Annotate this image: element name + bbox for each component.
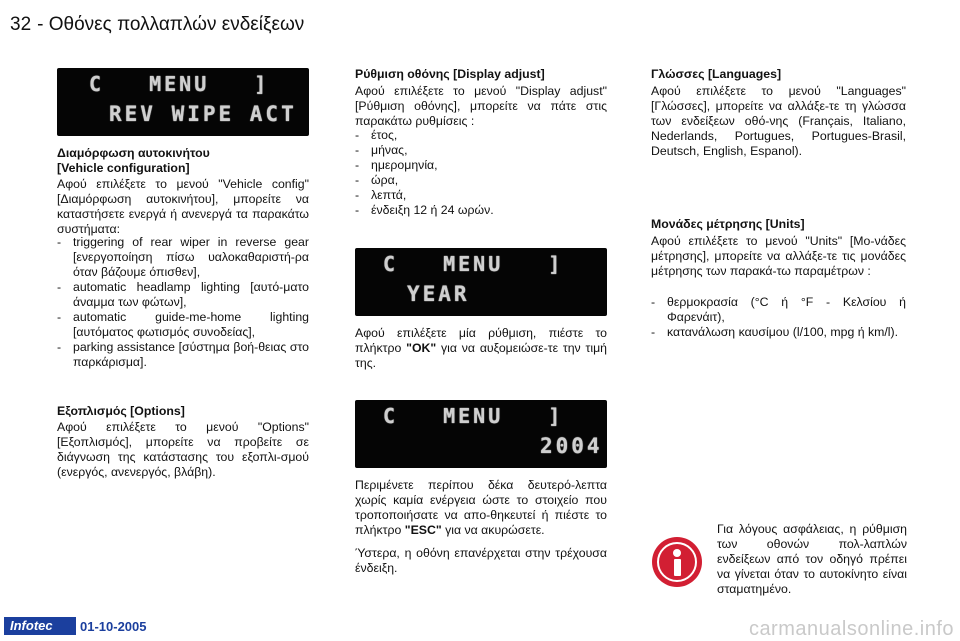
list-item: - έτος,: [355, 128, 607, 143]
languages-heading: Γλώσσες [Languages]: [651, 67, 782, 81]
options-heading: Εξοπλισμός [Options]: [57, 404, 185, 418]
list-item: - parking assistance [σύστημα βοή-θειας στο παρκάρισμα].: [57, 340, 309, 370]
list-item: - μήνας,: [355, 143, 607, 158]
units-list: [651, 295, 906, 340]
esc-key: "ESC": [404, 523, 442, 537]
list-item: - automatic headlamp lighting [αυτό-ματο άναμμα των φώτων],: [57, 280, 309, 310]
lcd-year-line1: C MENU ]: [383, 252, 564, 276]
page-title: Οθόνες πολλαπλών ενδείξεων: [48, 14, 305, 35]
list-item: - triggering of rear wiper in reverse gear [ενεργοποίηση πίσω υαλοκαθαριστή-ρα όταν βάζουμε όπισθεν],: [57, 235, 309, 280]
display-heading: Ρύθμιση οθόνης [Display adjust]: [355, 67, 545, 81]
vehicle-text: Αφού επιλέξετε το μενού "Vehicle config" [Διαμόρφωση αυτοκινήτου], μπορείτε να καταστήσετε ενεργά ή ανενεργά τα παρακάτω συστήματα:: [57, 177, 309, 236]
list-item: - ημερομηνία,: [355, 158, 607, 173]
infotec-logo: Infotec: [4, 617, 76, 635]
lcd-vehicle-line2: REV WIPE ACT: [109, 102, 297, 126]
footer-date: 01-10-2005: [80, 619, 147, 634]
lcd-year-value-line2: 2004: [540, 434, 603, 458]
watermark: carmanualsonline.info: [748, 618, 954, 640]
select-text-b: για να αυξομειώσε-τε την τιμή της.: [355, 341, 607, 370]
select-text: [355, 326, 607, 371]
units-heading: Μονάδες μέτρησης [Units]: [651, 217, 805, 231]
display-list: [355, 128, 607, 218]
select-text-a: Αφού επιλέξετε μία ρύθμιση, πιέστε το πλήκτρο: [355, 326, 607, 355]
vehicle-heading: Διαμόρφωση αυτοκινήτου [Vehicle configuration]: [57, 146, 210, 175]
ok-key: "OK": [406, 341, 437, 355]
page-number: 32: [10, 14, 32, 35]
options-text: Αφού επιλέξετε το μενού "Options" [Εξοπλισμός], μπορείτε να προβείτε σε διάγνωση της κατάστασης του εξοπλι-σμού (ενεργός, ανενεργός, βλάβη).: [57, 420, 309, 479]
wait-text-b: για να ακυρώσετε.: [441, 523, 545, 537]
info-icon: [652, 537, 702, 587]
list-item: - θερμοκρασία (°C ή °F - Κελσίου ή Φαρενάιτ),: [651, 295, 906, 325]
wait-text: [355, 478, 607, 538]
lcd-year-value: [355, 400, 607, 468]
page-header: [10, 14, 304, 36]
display-text: Αφού επιλέξετε το μενού "Display adjust" [Ρύθμιση οθόνης], μπορείτε να πάτε στις παρακάτω ρυθμίσεις :: [355, 84, 607, 128]
list-item: - λεπτά,: [355, 188, 607, 203]
list-item: - κατανάλωση καυσίμου (l/100, mpg ή km/l).: [651, 325, 906, 340]
safety-note: Για λόγους ασφάλειας, η ρύθμιση των οθονών πολ-λαπλών ενδείξεων από τον οδηγό πρέπει να γίνεται όταν το αυτοκίνητο είναι σταματημένο.: [717, 522, 907, 596]
units-text: Αφού επιλέξετε το μενού "Units" [Μο-νάδες μέτρησης], μπορείτε να αλλάξε-τε τις μονάδες μέτρησης των παρακά-τω παραμέτρων :: [651, 234, 906, 278]
lcd-year: [355, 248, 607, 316]
languages-text: Αφού επιλέξετε το μενού "Languages" [Γλώσσες], μπορείτε να αλλάξε-τε τη γλώσσα των ενδείξεων οθό-νης (Français, Italiano, Nederlands, Portugues, Portugues-Brasil, Deutsch, English, Espanol).: [651, 84, 906, 158]
vehicle-list: [57, 235, 309, 370]
lcd-year-value-line1: C MENU ]: [383, 404, 564, 428]
wait-text-a: Περιμένετε περίπου δέκα δευτερό-λεπτα χωρίς καμία ενέργεια ώστε το στοιχείο που τροποποιήσατε να απο-θηκευτεί ή πιέστε το πλήκτρο: [355, 478, 607, 537]
list-item: - automatic guide-me-home lighting [αυτόματος φωτισμός συνοδείας],: [57, 310, 309, 340]
lcd-vehicle: [57, 68, 309, 136]
list-item: - ένδειξη 12 ή 24 ωρών.: [355, 203, 607, 218]
lcd-vehicle-line1: C MENU ]: [89, 72, 270, 96]
after-text: Ύστερα, η οθόνη επανέρχεται στην τρέχουσα ένδειξη.: [355, 546, 607, 575]
list-item: - ώρα,: [355, 173, 607, 188]
lcd-year-line2: YEAR: [407, 282, 470, 306]
header-separator: -: [37, 14, 44, 35]
